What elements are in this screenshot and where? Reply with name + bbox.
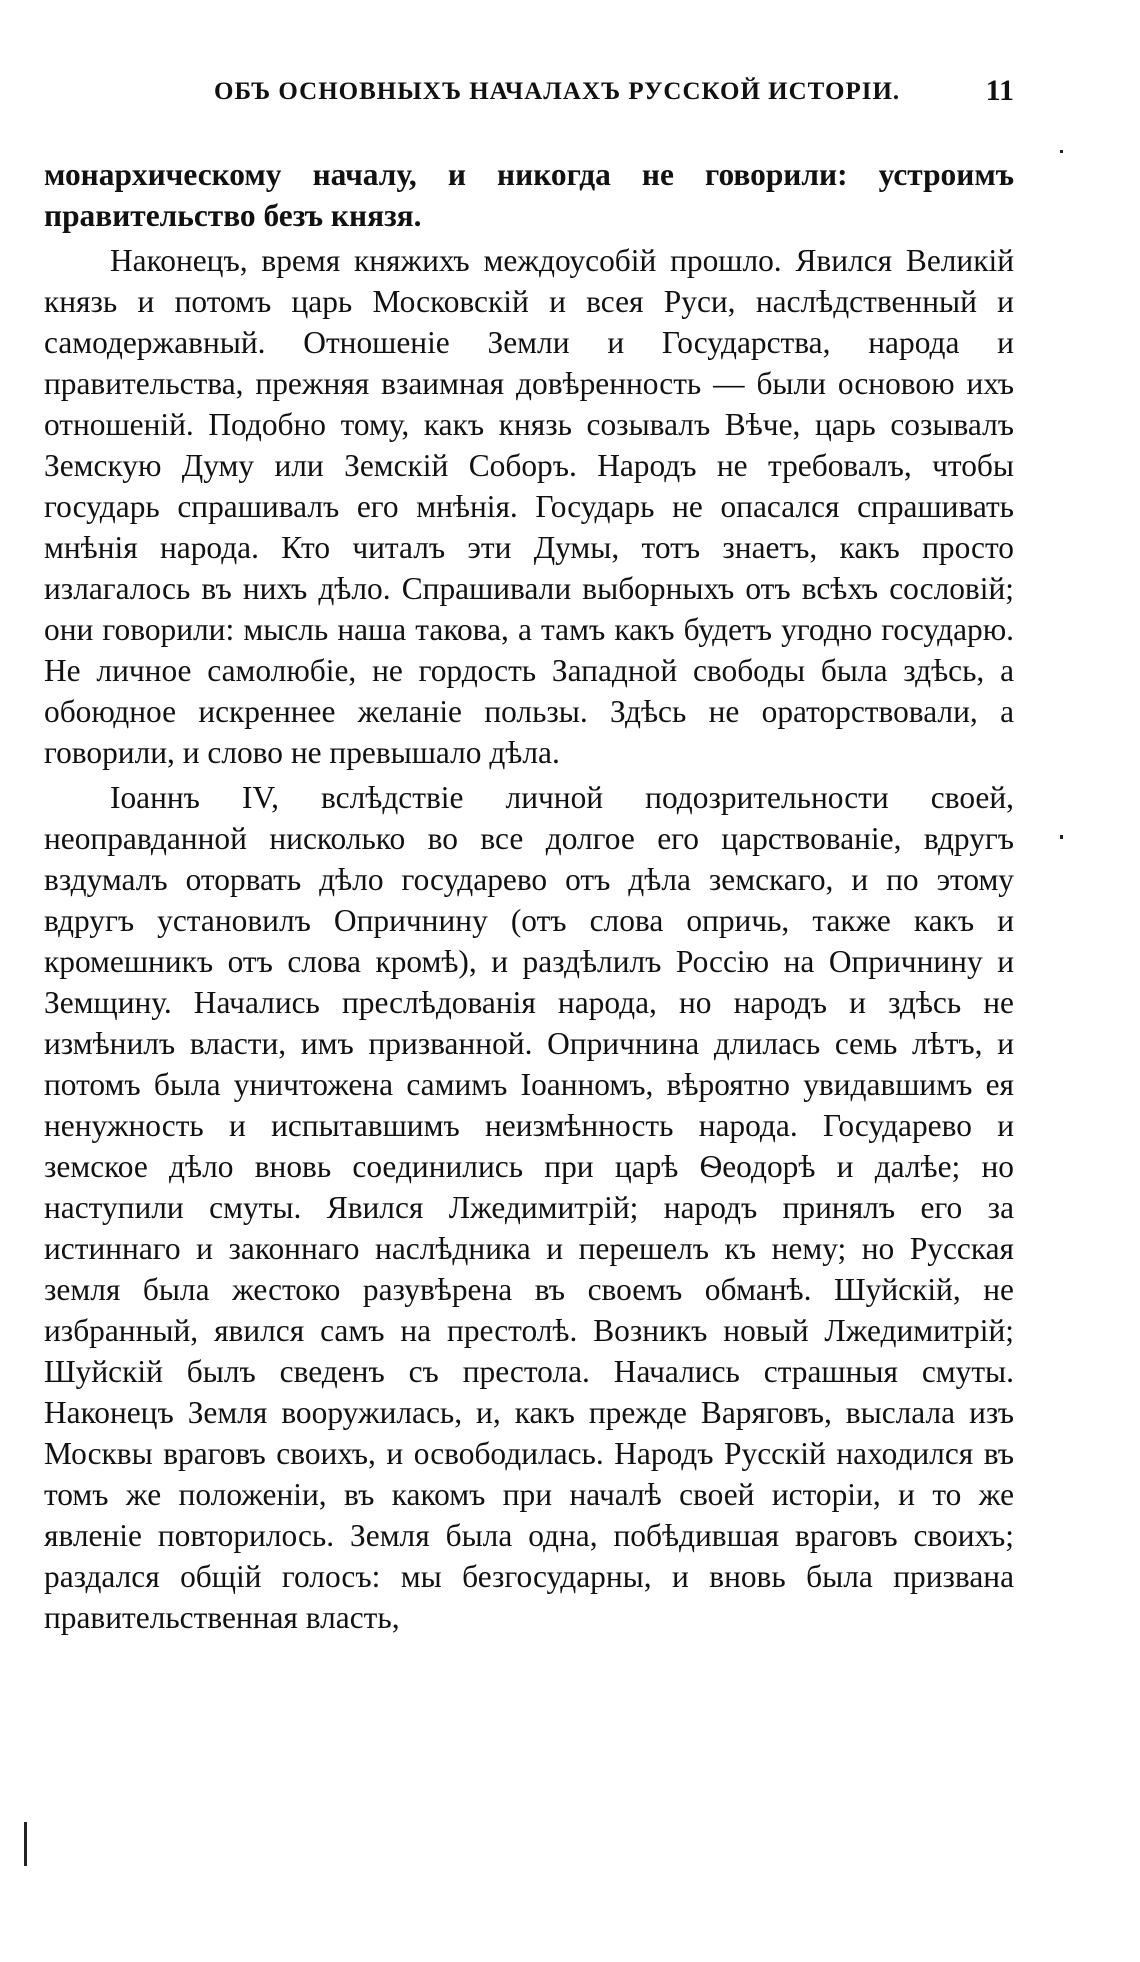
page-number: 11 [985,74,1014,107]
paragraph-2: Наконецъ, время княжихъ междоусобій прошло. Явился Великій князь и потомъ царь Московскій и всея Руси, наслѣдственный и самодержавный. Отношеніе Земли и Государства, народа и правительства, прежняя взаимная довѣренность — были основою ихъ отношеній. Подобно тому, какъ князь созывалъ Вѣче, царь созывалъ Земскую Думу или Земскій Соборъ. Народъ не требовалъ, чтобы государь спрашивалъ его мнѣнія. Государь не опасался спрашивать мнѣнія народа. Кто читалъ эти Думы, тотъ знаетъ, какъ просто излагалось въ нихъ дѣло. Спрашивали выборныхъ отъ всѣхъ сословій; они говорили: мысль наша такова, а тамъ какъ будетъ угодно государю. Не личное самолюбіе, не гордость Западной свободы была здѣсь, а обоюдное искреннее желаніе пользы. Здѣсь не ораторствовали, а говорили, и слово не превышало дѣла. [44,243,1014,770]
book-page [44,70,1014,1642]
print-speck-mark [1060,835,1063,839]
body-text [44,154,1014,1638]
paragraph-3: Іоаннъ IV, вслѣдствіе личной подозрительности своей, неоправданной нисколько во все долгое его царствованіе, вдругъ вздумалъ оторвать дѣло государево отъ дѣла земскаго, и по этому вдругъ установилъ Опричнину (отъ слова опричь, также какъ и кромешникъ отъ слова кромѣ), и раздѣлилъ Россію на Опричнину и Земщину. Начались преслѣдованія народа, но народъ и здѣсь не измѣнилъ власти, имъ призванной. Опричнина длилась семь лѣтъ, и потомъ была уничтожена самимъ Іоанномъ, вѣроятно увидавшимъ ея ненужность и испытавшимъ неизмѣнность народа. Государево и земское дѣло вновь соединились при царѣ Ѳеодорѣ и далѣе; но наступили смуты. Явился Лжедимитрій; народъ принялъ его за истиннаго и законнаго наслѣдника и перешелъ къ нему; но Русская земля была жестоко разувѣрена въ своемъ обманѣ. Шуйскій, не избранный, явился самъ на престолѣ. Возникъ новый Лжедимитрій; Шуйскій былъ сведенъ съ престола. Начались страшныя смуты. Наконецъ Земля вооружилась, и, какъ прежде Варяговъ, выслала изъ Москвы враговъ своихъ, и освободилась. Народъ Русскій находился въ томъ же положеніи, въ какомъ при началѣ своей исторіи, и то же явленіе повторилось. Земля была одна, побѣдившая враговъ своихъ; раздался общій голосъ: мы безгосударны, и вновь была призвана правительственная власть, [44,780,1014,1635]
page-header [44,70,1014,110]
print-speck-mark [1060,150,1063,153]
margin-line-mark [24,1822,27,1866]
paragraph-1: монархическому началу, и никогда не говорили: устроимъ правительство безъ князя. [44,157,1014,233]
running-title: ОБЪ ОСНОВНЫХЪ НАЧАЛАХЪ РУССКОЙ ИСТОРІИ. [214,78,901,105]
